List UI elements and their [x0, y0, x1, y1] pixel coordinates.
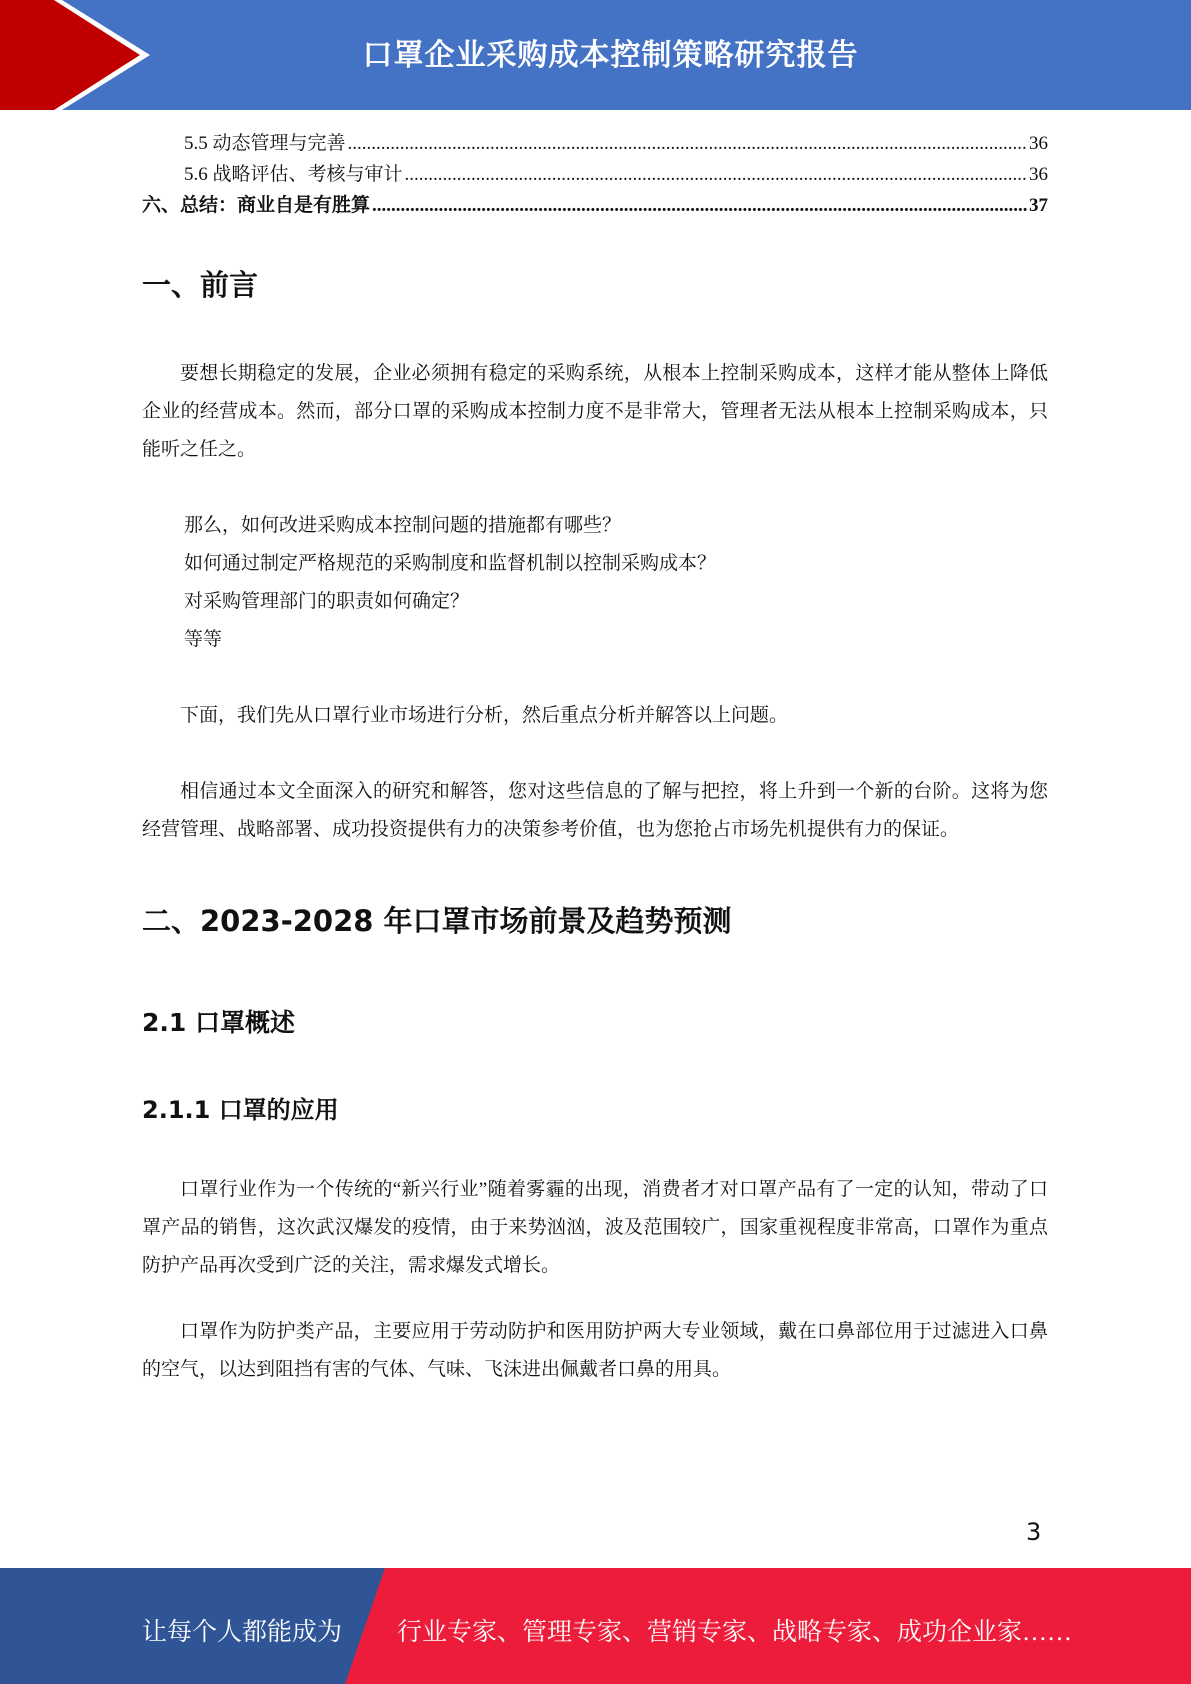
- body-paragraph: 下面，我们先从口罩行业市场进行分析，然后重点分析并解答以上问题。: [180, 705, 789, 726]
- toc-entry-label: 5.6 战略评估、考核与审计: [184, 164, 403, 185]
- report-title: 口罩企业采购成本控制策略研究报告: [362, 38, 859, 73]
- subsection-heading-overview: 2.1 口罩概述: [142, 1008, 295, 1037]
- page-header: [0, 0, 1191, 110]
- toc-entry[interactable]: [142, 159, 1048, 190]
- body-paragraph: 要想长期稳定的发展，企业必须拥有稳定的采购系统，从根本上控制采购成本，这样才能从整体上降低企业的经营成本。然而，部分口罩的采购成本控制力度不是非常大，管理者无法从根本上控制采购成本，只能听之任之。: [142, 363, 1048, 460]
- subsection-heading-application: 2.1.1 口罩的应用: [142, 1096, 339, 1124]
- footer-slogan-right: 行业专家、管理专家、营销专家、战略专家、成功企业家……: [397, 1619, 1073, 1646]
- question-item: 如何通过制定严格规范的采购制度和监督机制以控制采购成本？: [184, 553, 717, 574]
- question-item: 对采购管理部门的职责如何确定？: [184, 591, 470, 612]
- toc-entry-label: 六、总结：商业自是有胜算: [142, 195, 371, 216]
- toc-entry-page: 36: [1029, 133, 1048, 154]
- toc-entry[interactable]: [142, 190, 1048, 221]
- toc-leader-dots: [348, 128, 1027, 159]
- body-paragraph: 口罩行业作为一个传统的“新兴行业”随着雾霾的出现，消费者才对口罩产品有了一定的认知，带动了口罩产品的销售，这次武汉爆发的疫情，由于来势汹汹，波及范围较广，国家重视程度非常高，口罩作为重点防护产品再次受到广泛的关注，需求爆发式增长。: [142, 1179, 1048, 1276]
- toc-entry[interactable]: [142, 128, 1048, 159]
- question-item: 那么，如何改进采购成本控制问题的措施都有哪些？: [184, 515, 622, 536]
- body-paragraph: 相信通过本文全面深入的研究和解答，您对这些信息的了解与把控，将上升到一个新的台阶。这将为您经营管理、战略部署、成功投资提供有力的决策参考价值，也为您抢占市场先机提供有力的保证。: [142, 781, 1048, 840]
- page-content: [142, 128, 1048, 1389]
- table-of-contents: [142, 128, 1048, 221]
- question-list: [142, 507, 1048, 659]
- page-footer: [0, 1568, 1191, 1684]
- question-item: 等等: [184, 629, 223, 650]
- toc-entry-page: 37: [1029, 195, 1048, 216]
- footer-slogan-left: 让每个人都能成为: [142, 1619, 343, 1646]
- toc-entry-page: 36: [1029, 164, 1048, 185]
- body-paragraph: 口罩作为防护类产品，主要应用于劳动防护和医用防护两大专业领域，戴在口鼻部位用于过滤进入口鼻的空气，以达到阻挡有害的气体、气味、飞沫进出佩戴者口鼻的用具。: [142, 1321, 1048, 1380]
- toc-leader-dots: [405, 159, 1027, 190]
- section-heading-market: 二、2023-2028 年口罩市场前景及趋势预测: [142, 904, 732, 938]
- toc-leader-dots: [372, 190, 1027, 221]
- section-heading-preface: 一、前言: [142, 268, 259, 302]
- toc-entry-label: 5.5 动态管理与完善: [184, 133, 346, 154]
- page-number: 3: [1026, 1518, 1042, 1546]
